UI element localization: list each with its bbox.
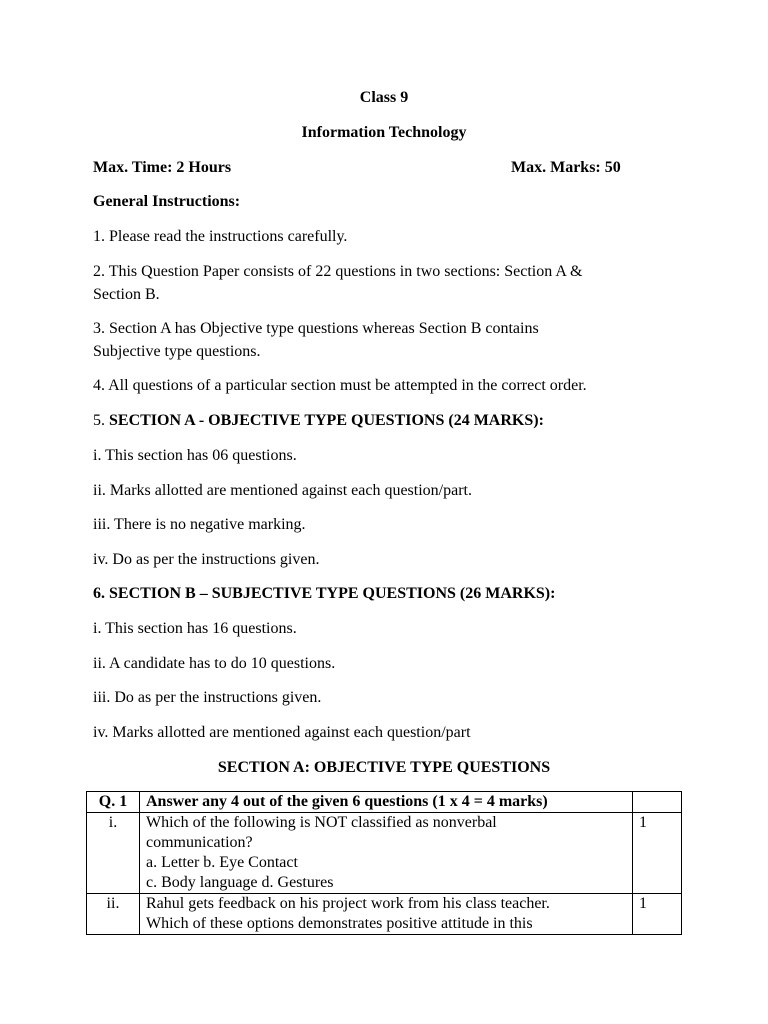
instruction-3-line-2: Subjective type questions. (93, 343, 261, 360)
option-line: c. Body language d. Gestures (146, 874, 334, 891)
question-instruction: Answer any 4 out of the given 6 questions (1 x 4 = 4 marks) (140, 792, 633, 813)
class-heading: Class 9 (359, 89, 409, 106)
instruction-4: 4. All questions of a particular section must be attempted in the correct order. (93, 377, 587, 394)
max-time: Max. Time: 2 Hours (93, 159, 232, 176)
instruction-3-line-1: 3. Section A has Objective type questions whereas Section B contains (93, 320, 539, 337)
question-text-line: Which of these options demonstrates positive attitude in this (146, 915, 533, 932)
section-b-note-ii: ii. A candidate has to do 10 questions. (93, 655, 336, 672)
row-marks: 1 (633, 894, 682, 935)
table-row (87, 813, 682, 894)
question-text (140, 813, 633, 894)
general-instructions-heading: General Instructions: (93, 193, 241, 210)
question-table (86, 791, 682, 935)
table-header-row (87, 792, 682, 813)
option-line: a. Letter b. Eye Contact (146, 854, 298, 871)
section-b-note-iii: iii. Do as per the instructions given. (93, 689, 322, 706)
section-b-note-i: i. This section has 16 questions. (93, 620, 297, 637)
instruction-1: 1. Please read the instructions carefully. (93, 228, 348, 245)
section-a-note-iii: iii. There is no negative marking. (93, 516, 306, 533)
section-a-note-i: i. This section has 06 questions. (93, 447, 297, 464)
table-row (87, 894, 682, 935)
section-a-title: SECTION A: OBJECTIVE TYPE QUESTIONS (217, 759, 551, 776)
row-marks: 1 (633, 813, 682, 894)
instruction-5 (93, 411, 544, 431)
question-text-line: Which of the following is NOT classified as nonverbal (146, 814, 497, 831)
instruction-5-number: 5. (93, 412, 109, 429)
question-text (140, 894, 633, 935)
section-b-note-iv: iv. Marks allotted are mentioned against each question/part (93, 724, 471, 741)
row-number: ii. (87, 894, 140, 935)
instruction-2-line-2: Section B. (93, 286, 160, 303)
instruction-2-line-1: 2. This Question Paper consists of 22 questions in two sections: Section A & (93, 263, 583, 280)
section-a-note-ii: ii. Marks allotted are mentioned against each question/part. (93, 482, 472, 499)
instruction-6: 6. SECTION B – SUBJECTIVE TYPE QUESTIONS (26 MARKS): (93, 585, 556, 602)
question-text-line: communication? (146, 834, 253, 851)
instruction-5-title: SECTION A - OBJECTIVE TYPE QUESTIONS (24 MARKS): (109, 412, 544, 429)
row-number: i. (87, 813, 140, 894)
marks-cell-empty (633, 792, 682, 813)
section-a-note-iv: iv. Do as per the instructions given. (93, 551, 320, 568)
max-marks: Max. Marks: 50 (511, 159, 621, 176)
subject-heading: Information Technology (301, 124, 467, 141)
question-number: Q. 1 (87, 792, 140, 813)
question-text-line: Rahul gets feedback on his project work from his class teacher. (146, 895, 550, 912)
